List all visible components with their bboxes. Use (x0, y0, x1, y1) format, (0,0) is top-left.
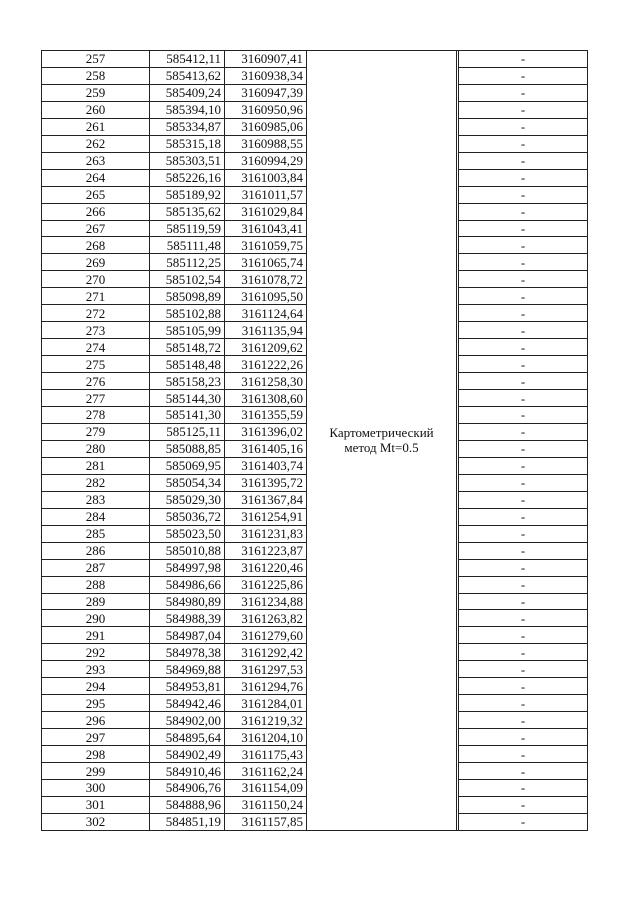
x-coordinate-cell: 585023,50 (150, 525, 225, 542)
x-coordinate-cell: 585413,62 (150, 67, 225, 84)
y-coordinate-cell: 3161220,46 (225, 559, 307, 576)
point-number-cell: 288 (42, 576, 150, 593)
y-coordinate-cell: 3161157,85 (225, 813, 307, 830)
point-number-cell: 299 (42, 763, 150, 780)
note-cell: - (459, 627, 588, 644)
y-coordinate-cell: 3161043,41 (225, 220, 307, 237)
y-coordinate-cell: 3161222,26 (225, 356, 307, 373)
note-cell: - (459, 271, 588, 288)
y-coordinate-cell: 3161405,16 (225, 440, 307, 457)
y-coordinate-cell: 3161223,87 (225, 542, 307, 559)
method-name: Картометрический (329, 424, 434, 440)
point-number-cell: 286 (42, 542, 150, 559)
note-cell: - (459, 169, 588, 186)
x-coordinate-cell: 585334,87 (150, 118, 225, 135)
note-cell: - (459, 559, 588, 576)
point-number-cell: 271 (42, 288, 150, 305)
x-coordinate-cell: 584986,66 (150, 576, 225, 593)
y-coordinate-cell: 3161135,94 (225, 322, 307, 339)
y-coordinate-cell: 3161124,64 (225, 305, 307, 322)
y-coordinate-cell: 3161162,24 (225, 763, 307, 780)
point-number-cell: 266 (42, 203, 150, 220)
x-coordinate-cell: 585135,62 (150, 203, 225, 220)
x-coordinate-cell: 585144,30 (150, 390, 225, 407)
point-number-cell: 280 (42, 440, 150, 457)
x-coordinate-cell: 585125,11 (150, 423, 225, 440)
note-cell: - (459, 407, 588, 424)
x-coordinate-cell: 585303,51 (150, 152, 225, 169)
y-coordinate-cell: 3161254,91 (225, 508, 307, 525)
x-coordinate-cell: 585010,88 (150, 542, 225, 559)
note-cell: - (459, 288, 588, 305)
note-cell: - (459, 576, 588, 593)
point-number-cell: 267 (42, 220, 150, 237)
note-cell: - (459, 237, 588, 254)
x-coordinate-cell: 585226,16 (150, 169, 225, 186)
point-number-cell: 259 (42, 84, 150, 101)
y-coordinate-cell: 3161284,01 (225, 695, 307, 712)
note-cell: - (459, 525, 588, 542)
point-number-cell: 291 (42, 627, 150, 644)
x-coordinate-cell: 585111,48 (150, 237, 225, 254)
y-coordinate-cell: 3160938,34 (225, 67, 307, 84)
y-coordinate-cell: 3161078,72 (225, 271, 307, 288)
point-number-cell: 263 (42, 152, 150, 169)
point-number-cell: 260 (42, 101, 150, 118)
point-number-cell: 275 (42, 356, 150, 373)
y-coordinate-cell: 3161367,84 (225, 491, 307, 508)
y-coordinate-cell: 3161294,76 (225, 678, 307, 695)
y-coordinate-cell: 3161175,43 (225, 746, 307, 763)
x-coordinate-cell: 585112,25 (150, 254, 225, 271)
x-coordinate-cell: 584953,81 (150, 678, 225, 695)
note-cell: - (459, 779, 588, 796)
note-cell: - (459, 796, 588, 813)
point-number-cell: 294 (42, 678, 150, 695)
note-cell: - (459, 254, 588, 271)
note-cell: - (459, 135, 588, 152)
note-cell: - (459, 678, 588, 695)
point-number-cell: 272 (42, 305, 150, 322)
note-cell: - (459, 695, 588, 712)
point-number-cell: 262 (42, 135, 150, 152)
x-coordinate-cell: 584851,19 (150, 813, 225, 830)
x-coordinate-cell: 584997,98 (150, 559, 225, 576)
note-cell: - (459, 51, 588, 68)
y-coordinate-cell: 3160988,55 (225, 135, 307, 152)
note-cell: - (459, 339, 588, 356)
y-coordinate-cell: 3160950,96 (225, 101, 307, 118)
point-number-cell: 274 (42, 339, 150, 356)
coordinates-table-body (42, 51, 588, 831)
x-coordinate-cell: 584902,00 (150, 712, 225, 729)
y-coordinate-cell: 3161209,62 (225, 339, 307, 356)
x-coordinate-cell: 585102,54 (150, 271, 225, 288)
x-coordinate-cell: 585119,59 (150, 220, 225, 237)
y-coordinate-cell: 3161003,84 (225, 169, 307, 186)
x-coordinate-cell: 584895,64 (150, 729, 225, 746)
y-coordinate-cell: 3161395,72 (225, 474, 307, 491)
point-number-cell: 295 (42, 695, 150, 712)
x-coordinate-cell: 584988,39 (150, 610, 225, 627)
point-number-cell: 285 (42, 525, 150, 542)
y-coordinate-cell: 3161059,75 (225, 237, 307, 254)
point-number-cell: 282 (42, 474, 150, 491)
point-number-cell: 261 (42, 118, 150, 135)
y-coordinate-cell: 3160985,06 (225, 118, 307, 135)
point-number-cell: 287 (42, 559, 150, 576)
note-cell: - (459, 712, 588, 729)
point-number-cell: 278 (42, 407, 150, 424)
note-cell: - (459, 220, 588, 237)
point-number-cell: 300 (42, 779, 150, 796)
point-number-cell: 301 (42, 796, 150, 813)
point-number-cell: 277 (42, 390, 150, 407)
x-coordinate-cell: 584978,38 (150, 644, 225, 661)
x-coordinate-cell: 585069,95 (150, 457, 225, 474)
point-number-cell: 270 (42, 271, 150, 288)
x-coordinate-cell: 585148,72 (150, 339, 225, 356)
x-coordinate-cell: 584969,88 (150, 661, 225, 678)
y-coordinate-cell: 3161095,50 (225, 288, 307, 305)
point-number-cell: 265 (42, 186, 150, 203)
y-coordinate-cell: 3161308,60 (225, 390, 307, 407)
note-cell: - (459, 152, 588, 169)
note-cell: - (459, 305, 588, 322)
point-number-cell: 290 (42, 610, 150, 627)
y-coordinate-cell: 3161355,59 (225, 407, 307, 424)
x-coordinate-cell: 585029,30 (150, 491, 225, 508)
y-coordinate-cell: 3161297,53 (225, 661, 307, 678)
point-number-cell: 296 (42, 712, 150, 729)
x-coordinate-cell: 584902,49 (150, 746, 225, 763)
x-coordinate-cell: 584888,96 (150, 796, 225, 813)
note-cell: - (459, 729, 588, 746)
point-number-cell: 273 (42, 322, 150, 339)
point-number-cell: 297 (42, 729, 150, 746)
x-coordinate-cell: 584980,89 (150, 593, 225, 610)
note-cell: - (459, 542, 588, 559)
x-coordinate-cell: 585148,48 (150, 356, 225, 373)
note-cell: - (459, 610, 588, 627)
y-coordinate-cell: 3161154,09 (225, 779, 307, 796)
table-row (42, 51, 588, 68)
note-cell: - (459, 423, 588, 440)
note-cell: - (459, 118, 588, 135)
note-cell: - (459, 661, 588, 678)
y-coordinate-cell: 3161204,10 (225, 729, 307, 746)
x-coordinate-cell: 585409,24 (150, 84, 225, 101)
y-coordinate-cell: 3161150,24 (225, 796, 307, 813)
note-cell: - (459, 203, 588, 220)
method-cell (307, 51, 457, 831)
y-coordinate-cell: 3161231,83 (225, 525, 307, 542)
y-coordinate-cell: 3161279,60 (225, 627, 307, 644)
y-coordinate-cell: 3160947,39 (225, 84, 307, 101)
note-cell: - (459, 474, 588, 491)
x-coordinate-cell: 585088,85 (150, 440, 225, 457)
point-number-cell: 269 (42, 254, 150, 271)
point-number-cell: 268 (42, 237, 150, 254)
note-cell: - (459, 356, 588, 373)
point-number-cell: 302 (42, 813, 150, 830)
x-coordinate-cell: 585098,89 (150, 288, 225, 305)
note-cell: - (459, 84, 588, 101)
x-coordinate-cell: 585412,11 (150, 51, 225, 68)
coordinates-table (41, 50, 588, 831)
method-accuracy: метод Mt=0.5 (344, 440, 419, 456)
y-coordinate-cell: 3161219,32 (225, 712, 307, 729)
x-coordinate-cell: 585036,72 (150, 508, 225, 525)
x-coordinate-cell: 584987,04 (150, 627, 225, 644)
y-coordinate-cell: 3161403,74 (225, 457, 307, 474)
note-cell: - (459, 186, 588, 203)
point-number-cell: 281 (42, 457, 150, 474)
x-coordinate-cell: 585105,99 (150, 322, 225, 339)
point-number-cell: 279 (42, 423, 150, 440)
x-coordinate-cell: 585102,88 (150, 305, 225, 322)
x-coordinate-cell: 585158,23 (150, 373, 225, 390)
y-coordinate-cell: 3161263,82 (225, 610, 307, 627)
y-coordinate-cell: 3161065,74 (225, 254, 307, 271)
y-coordinate-cell: 3161396,02 (225, 423, 307, 440)
note-cell: - (459, 491, 588, 508)
x-coordinate-cell: 585054,34 (150, 474, 225, 491)
y-coordinate-cell: 3160907,41 (225, 51, 307, 68)
x-coordinate-cell: 584910,46 (150, 763, 225, 780)
y-coordinate-cell: 3161029,84 (225, 203, 307, 220)
x-coordinate-cell: 585394,10 (150, 101, 225, 118)
note-cell: - (459, 508, 588, 525)
point-number-cell: 292 (42, 644, 150, 661)
x-coordinate-cell: 585315,18 (150, 135, 225, 152)
note-cell: - (459, 746, 588, 763)
x-coordinate-cell: 585189,92 (150, 186, 225, 203)
x-coordinate-cell: 584942,46 (150, 695, 225, 712)
point-number-cell: 276 (42, 373, 150, 390)
x-coordinate-cell: 584906,76 (150, 779, 225, 796)
note-cell: - (459, 644, 588, 661)
point-number-cell: 298 (42, 746, 150, 763)
y-coordinate-cell: 3161234,88 (225, 593, 307, 610)
note-cell: - (459, 457, 588, 474)
point-number-cell: 258 (42, 67, 150, 84)
point-number-cell: 283 (42, 491, 150, 508)
note-cell: - (459, 67, 588, 84)
note-cell: - (459, 440, 588, 457)
point-number-cell: 289 (42, 593, 150, 610)
note-cell: - (459, 390, 588, 407)
point-number-cell: 264 (42, 169, 150, 186)
y-coordinate-cell: 3161011,57 (225, 186, 307, 203)
note-cell: - (459, 101, 588, 118)
y-coordinate-cell: 3161225,86 (225, 576, 307, 593)
point-number-cell: 284 (42, 508, 150, 525)
point-number-cell: 293 (42, 661, 150, 678)
y-coordinate-cell: 3161258,30 (225, 373, 307, 390)
note-cell: - (459, 373, 588, 390)
note-cell: - (459, 763, 588, 780)
note-cell: - (459, 813, 588, 830)
x-coordinate-cell: 585141,30 (150, 407, 225, 424)
y-coordinate-cell: 3161292,42 (225, 644, 307, 661)
point-number-cell: 257 (42, 51, 150, 68)
y-coordinate-cell: 3160994,29 (225, 152, 307, 169)
note-cell: - (459, 593, 588, 610)
note-cell: - (459, 322, 588, 339)
